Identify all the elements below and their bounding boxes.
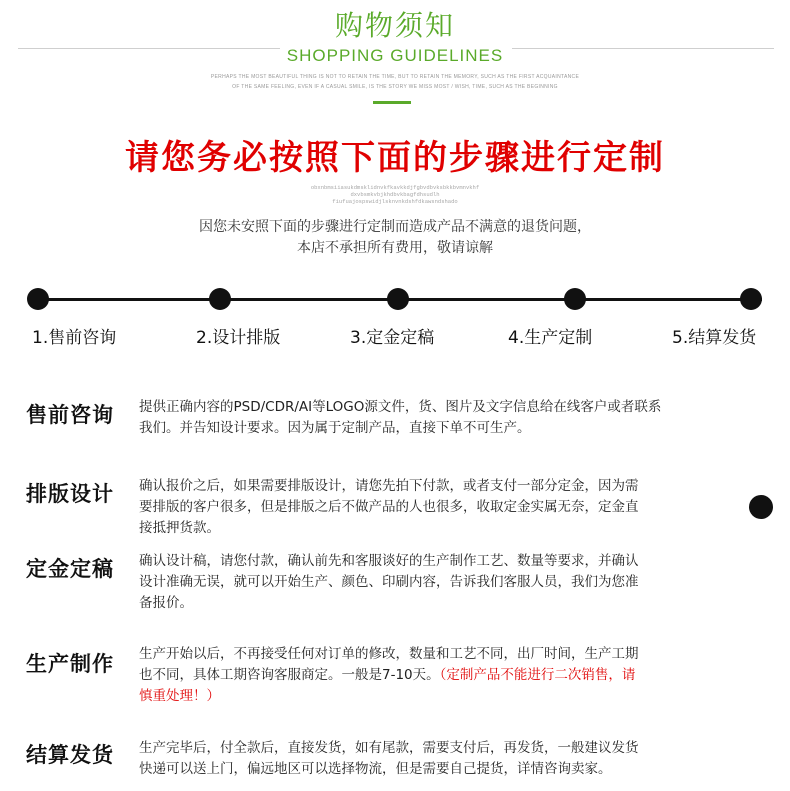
- step-label-3: 3.定金定稿: [350, 328, 435, 348]
- section-body-line: 确认报价之后，如果需要排版设计，请您先拍下付款，或者支付一部分定金，因为需: [139, 478, 639, 494]
- section-body-line: 生产完毕后，付全款后，直接发货，如有尾款，需要支付后，再发货，一般建议发货: [139, 740, 639, 756]
- main-headline: 请您务必按照下面的步骤进行定制: [125, 138, 665, 178]
- section-body-text: 也不同，具体工期咨询客服商定。一般是7-10天。: [139, 667, 440, 683]
- section-heading-consult: 售前咨询: [26, 403, 114, 427]
- warning-text-end: 慎重处理！）: [139, 688, 220, 704]
- page-title-en: SHOPPING GUIDELINES: [286, 46, 504, 65]
- section-body-line: [139, 665, 759, 686]
- timeline-dot-2: [209, 288, 231, 310]
- section-body-line: 快递可以送上门，偏远地区可以选择物流，但是需要自己提货，详情咨询卖家。: [139, 761, 612, 777]
- decorative-text-3: fiufuajospswidjlsknvnkdshfdkawsndshado: [332, 198, 458, 205]
- timeline-dot-1: [27, 288, 49, 310]
- section-body-deposit: [139, 551, 759, 614]
- section-body-line: 提供正确内容的PSD/CDR/AI等LOGO源文件，货、图片及文字信息给在线客户或者联系: [139, 399, 662, 415]
- step-label-4: 4.生产定制: [508, 328, 593, 348]
- step-label-5: 5.结算发货: [672, 328, 757, 348]
- section-heading-deposit: 定金定稿: [26, 557, 114, 581]
- section-heading-design: 排版设计: [26, 482, 114, 506]
- section-body-production: [139, 644, 759, 707]
- decorative-dot: [749, 495, 773, 519]
- page-title-cn: 购物须知: [334, 9, 455, 42]
- section-heading-production: 生产制作: [26, 652, 114, 676]
- section-body-line: 生产开始以后，不再接受任何对订单的修改，数量和工艺不同，出厂时间，生产工期: [139, 646, 639, 662]
- section-heading-settlement: 结算发货: [26, 743, 114, 767]
- section-body-line: 设计准确无误，就可以开始生产、颜色、印刷内容，告诉我们客服人员，我们为您准: [139, 574, 639, 590]
- section-body-consult: [139, 397, 759, 439]
- decorative-text-1: obxnbmsiiasukdmsklidnvkfkavkkdjfgbvdbvksbkkbvmnvkhf: [310, 184, 480, 191]
- step-label-2: 2.设计排版: [196, 328, 281, 348]
- section-body-line: 备报价。: [139, 595, 193, 611]
- tagline-line-1: PERHAPS THE MOST BEAUTIFUL THING IS NOT TO RETAIN THE TIME, BUT TO RETAIN THE MEMORY, SUCH AS THE FIRST ACQUAINTANCE: [210, 74, 580, 80]
- decorative-text-2: dxvbsmkvbjkhdbvkbagfdhsudlh: [350, 191, 440, 198]
- notice-line-1: 因您未安照下面的步骤进行定制而造成产品不满意的退货问题，: [199, 219, 591, 235]
- timeline-dot-4: [564, 288, 586, 310]
- tagline-line-2: OF THE SAME FEELING, EVEN IF A CASUAL SMILE, IS THE STORY WE MISS MOST / WISH, TIME, SUCH AS THE BEGINNING: [232, 84, 558, 90]
- section-body-settlement: [139, 738, 759, 780]
- section-body-design: [139, 476, 759, 539]
- section-body-line: 接抵押货款。: [139, 520, 220, 536]
- section-body-line: 要排版的客户很多，但是排版之后不做产品的人也很多，收取定金实属无奈，定金直: [139, 499, 639, 515]
- section-body-line: 我们。并告知设计要求。因为属于定制产品，直接下单不可生产。: [139, 420, 531, 436]
- notice-line-2: 本店不承担所有费用，敬请谅解: [297, 240, 493, 256]
- timeline-dot-5: [740, 288, 762, 310]
- accent-bar: [373, 101, 411, 104]
- section-body-line: 确认设计稿，请您付款，确认前先和客服谈好的生产制作工艺、数量等要求，并确认: [139, 553, 639, 569]
- step-label-1: 1.售前咨询: [32, 328, 117, 348]
- warning-text: （定制产品不能进行二次销售，请: [439, 667, 636, 683]
- timeline-dot-3: [387, 288, 409, 310]
